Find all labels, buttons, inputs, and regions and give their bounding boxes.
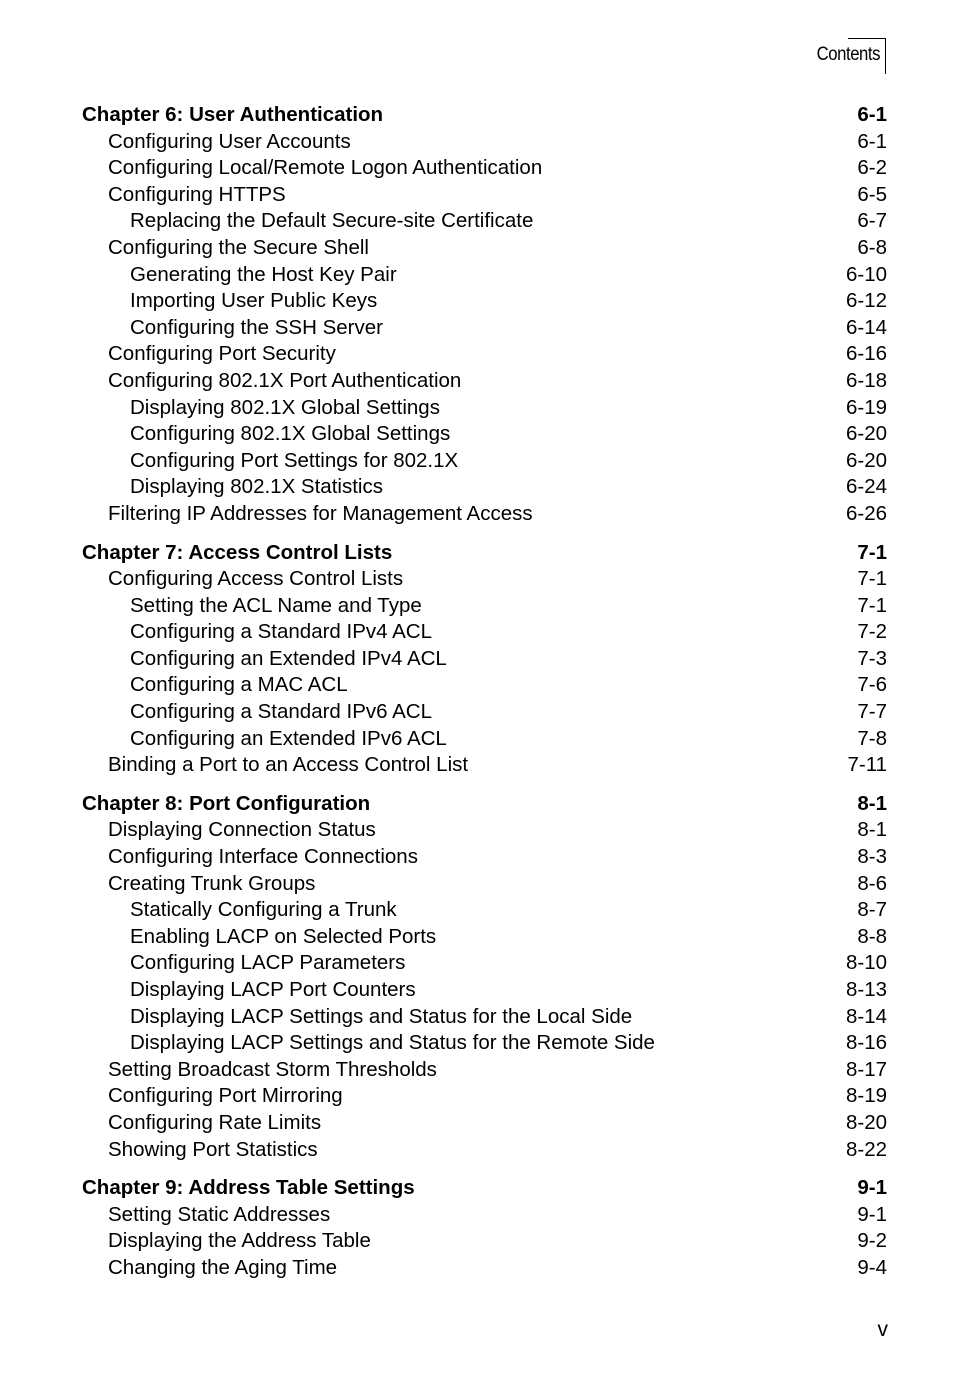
toc-page-number: 8-14 — [845, 1004, 887, 1028]
toc-section-entry[interactable] — [82, 501, 887, 528]
toc-page-number: 6-8 — [857, 235, 887, 259]
toc-subsection-entry[interactable] — [82, 474, 887, 501]
toc-entry-title: Configuring Port Mirroring — [108, 1084, 343, 1108]
toc-entry-title: Configuring 802.1X Global Settings — [130, 422, 451, 446]
toc-section-entry[interactable] — [82, 1255, 887, 1282]
toc-section-entry[interactable] — [82, 1083, 887, 1110]
toc-page-number: 7-1 — [857, 540, 887, 564]
toc-section-entry[interactable] — [82, 182, 887, 209]
toc-page-number: 6-24 — [845, 475, 887, 499]
toc-page-number: 6-12 — [845, 289, 887, 313]
toc-page-number: 7-6 — [857, 673, 887, 697]
toc-section-entry[interactable] — [82, 871, 887, 898]
toc-subsection-entry[interactable] — [82, 672, 887, 699]
toc-subsection-entry[interactable] — [82, 395, 887, 422]
toc-page-number: 8-22 — [845, 1137, 887, 1161]
toc-chapter-heading[interactable] — [82, 791, 887, 818]
toc-page-number: 6-10 — [845, 262, 887, 286]
toc-entry-title: Configuring 802.1X Port Authentication — [108, 368, 462, 392]
toc-subsection-entry[interactable] — [82, 924, 887, 951]
toc-entry-title: Replacing the Default Secure-site Certificate — [130, 209, 534, 233]
toc-entry-title: Configuring an Extended IPv6 ACL — [130, 726, 447, 750]
toc-entry-title: Configuring LACP Parameters — [130, 951, 406, 975]
running-header: Contents — [816, 44, 880, 65]
toc-page-number: 6-26 — [845, 501, 887, 525]
toc-subsection-entry[interactable] — [82, 593, 887, 620]
toc-page-number: 7-3 — [857, 646, 887, 670]
toc-entry-title: Creating Trunk Groups — [108, 871, 316, 895]
toc-section-entry[interactable] — [82, 1202, 887, 1229]
toc-entry-title: Configuring an Extended IPv4 ACL — [130, 646, 447, 670]
toc-entry-title: Configuring the SSH Server — [130, 315, 383, 339]
toc-chapter-heading[interactable] — [82, 1175, 887, 1202]
toc-page-number: 9-1 — [857, 1202, 887, 1226]
toc-page-number: 8-6 — [857, 871, 887, 895]
toc-chapter-heading[interactable] — [82, 540, 887, 567]
toc-subsection-entry[interactable] — [82, 1030, 887, 1057]
toc-page-number: 6-14 — [845, 315, 887, 339]
toc-page-number: 6-5 — [857, 182, 887, 206]
toc-section-entry[interactable] — [82, 155, 887, 182]
toc-page-number: 6-2 — [857, 156, 887, 180]
table-of-contents — [82, 102, 887, 1294]
toc-page-number: 8-8 — [857, 924, 887, 948]
toc-subsection-entry[interactable] — [82, 1004, 887, 1031]
toc-entry-title: Configuring Port Security — [108, 342, 336, 366]
toc-chapter-heading[interactable] — [82, 102, 887, 129]
toc-subsection-entry[interactable] — [82, 646, 887, 673]
toc-entry-title: Configuring User Accounts — [108, 129, 351, 153]
toc-chapter — [82, 791, 887, 1163]
toc-entry-title: Configuring Local/Remote Logon Authentication — [108, 156, 543, 180]
toc-subsection-entry[interactable] — [82, 448, 887, 475]
toc-chapter — [82, 102, 887, 528]
toc-entry-title: Displaying LACP Port Counters — [130, 978, 416, 1001]
toc-subsection-entry[interactable] — [82, 726, 887, 753]
toc-subsection-entry[interactable] — [82, 699, 887, 726]
toc-entry-title: Displaying the Address Table — [108, 1229, 371, 1253]
toc-entry-title: Enabling LACP on Selected Ports — [130, 924, 437, 948]
toc-entry-title: Generating the Host Key Pair — [130, 262, 397, 286]
toc-page-number: 8-17 — [845, 1057, 887, 1081]
toc-entry-title: Configuring the Secure Shell — [108, 235, 369, 259]
toc-page-number: 8-7 — [857, 898, 887, 922]
toc-subsection-entry[interactable] — [82, 897, 887, 924]
toc-entry-title: Configuring a MAC ACL — [130, 673, 348, 697]
toc-page-number: 9-1 — [857, 1176, 887, 1200]
toc-entry-title: Configuring Rate Limits — [108, 1110, 322, 1134]
toc-page-number: 6-18 — [845, 368, 887, 392]
toc-page-number: 7-7 — [857, 700, 887, 724]
toc-page-number: 6-20 — [845, 448, 887, 472]
toc-page-number: 6-7 — [857, 209, 887, 233]
toc-entry-title: Displaying Connection Status — [108, 818, 376, 842]
toc-page-number: 7-1 — [857, 593, 887, 617]
toc-page-number: 6-1 — [857, 103, 887, 126]
toc-page-number: 7-11 — [847, 753, 887, 777]
toc-entry-title: Configuring a Standard IPv4 ACL — [130, 620, 432, 644]
toc-subsection-entry[interactable] — [82, 977, 887, 1004]
toc-chapter — [82, 1175, 887, 1281]
toc-section-entry[interactable] — [82, 566, 887, 593]
toc-entry-title: Displaying LACP Settings and Status for the Remote Side — [130, 1031, 655, 1055]
header-bracket — [879, 38, 886, 74]
toc-subsection-entry[interactable] — [82, 421, 887, 448]
toc-entry-title: Statically Configuring a Trunk — [130, 898, 397, 922]
toc-section-entry[interactable] — [82, 1110, 887, 1137]
page-number: v — [877, 1318, 888, 1341]
toc-section-entry[interactable] — [82, 129, 887, 156]
toc-entry-title: Importing User Public Keys — [130, 289, 378, 313]
toc-page-number: 9-2 — [857, 1229, 887, 1253]
toc-entry-title: Setting the ACL Name and Type — [130, 593, 422, 617]
toc-subsection-entry[interactable] — [82, 619, 887, 646]
toc-section-entry[interactable] — [82, 368, 887, 395]
toc-entry-title: Configuring a Standard IPv6 ACL — [130, 700, 432, 724]
toc-entry-title: Binding a Port to an Access Control List — [108, 753, 469, 777]
toc-page-number: 8-16 — [845, 1031, 887, 1055]
toc-subsection-entry[interactable] — [82, 208, 887, 235]
toc-chapter-title: Chapter 6: User Authentication — [82, 103, 384, 126]
toc-subsection-entry[interactable] — [82, 288, 887, 315]
toc-section-entry[interactable] — [82, 1057, 887, 1084]
toc-page-number: 8-10 — [845, 951, 887, 975]
toc-subsection-entry[interactable] — [82, 315, 887, 342]
toc-page-number: 7-2 — [857, 620, 887, 644]
toc-page-number: 6-1 — [857, 129, 887, 153]
toc-page-number: 8-19 — [845, 1084, 887, 1108]
toc-page-number: 8-1 — [857, 818, 887, 842]
toc-subsection-entry[interactable] — [82, 950, 887, 977]
toc-entry-title: Configuring Access Control Lists — [108, 567, 404, 591]
toc-section-entry[interactable] — [82, 817, 887, 844]
toc-entry-title: Configuring HTTPS — [108, 182, 286, 206]
toc-section-entry[interactable] — [82, 235, 887, 262]
toc-page-number: 6-19 — [845, 395, 887, 419]
toc-entry-title: Showing Port Statistics — [108, 1137, 318, 1161]
toc-page-number: 8-3 — [857, 845, 887, 869]
toc-entry-title: Filtering IP Addresses for Management Access — [108, 501, 533, 525]
toc-page-number: 8-13 — [845, 978, 887, 1001]
toc-entry-title: Displaying 802.1X Global Settings — [130, 395, 440, 419]
toc-section-entry[interactable] — [82, 1228, 887, 1255]
toc-chapter — [82, 540, 887, 779]
toc-chapter-title: Chapter 8: Port Configuration — [82, 791, 371, 815]
toc-page-number: 7-1 — [857, 567, 887, 591]
toc-page-number: 6-16 — [845, 342, 887, 366]
toc-subsection-entry[interactable] — [82, 262, 887, 289]
toc-entry-title: Setting Broadcast Storm Thresholds — [108, 1057, 437, 1081]
toc-page-number: 7-8 — [857, 726, 887, 750]
toc-page-number: 9-4 — [857, 1255, 887, 1279]
toc-entry-title: Setting Static Addresses — [108, 1202, 331, 1226]
toc-section-entry[interactable] — [82, 844, 887, 871]
toc-section-entry[interactable] — [82, 341, 887, 368]
toc-entry-title: Configuring Port Settings for 802.1X — [130, 448, 459, 472]
toc-chapter-title: Chapter 9: Address Table Settings — [82, 1176, 415, 1200]
toc-entry-title: Displaying 802.1X Statistics — [130, 475, 383, 499]
toc-entry-title: Displaying LACP Settings and Status for the Local Side — [130, 1004, 633, 1028]
toc-entry-title: Configuring Interface Connections — [108, 845, 418, 869]
toc-page-number: 8-20 — [845, 1110, 887, 1134]
toc-section-entry[interactable] — [82, 1137, 887, 1164]
toc-entry-title: Changing the Aging Time — [108, 1255, 338, 1279]
toc-section-entry[interactable] — [82, 752, 887, 779]
toc-page-number: 6-20 — [845, 422, 887, 446]
toc-chapter-title: Chapter 7: Access Control Lists — [82, 540, 393, 564]
toc-page-number: 8-1 — [857, 791, 887, 815]
